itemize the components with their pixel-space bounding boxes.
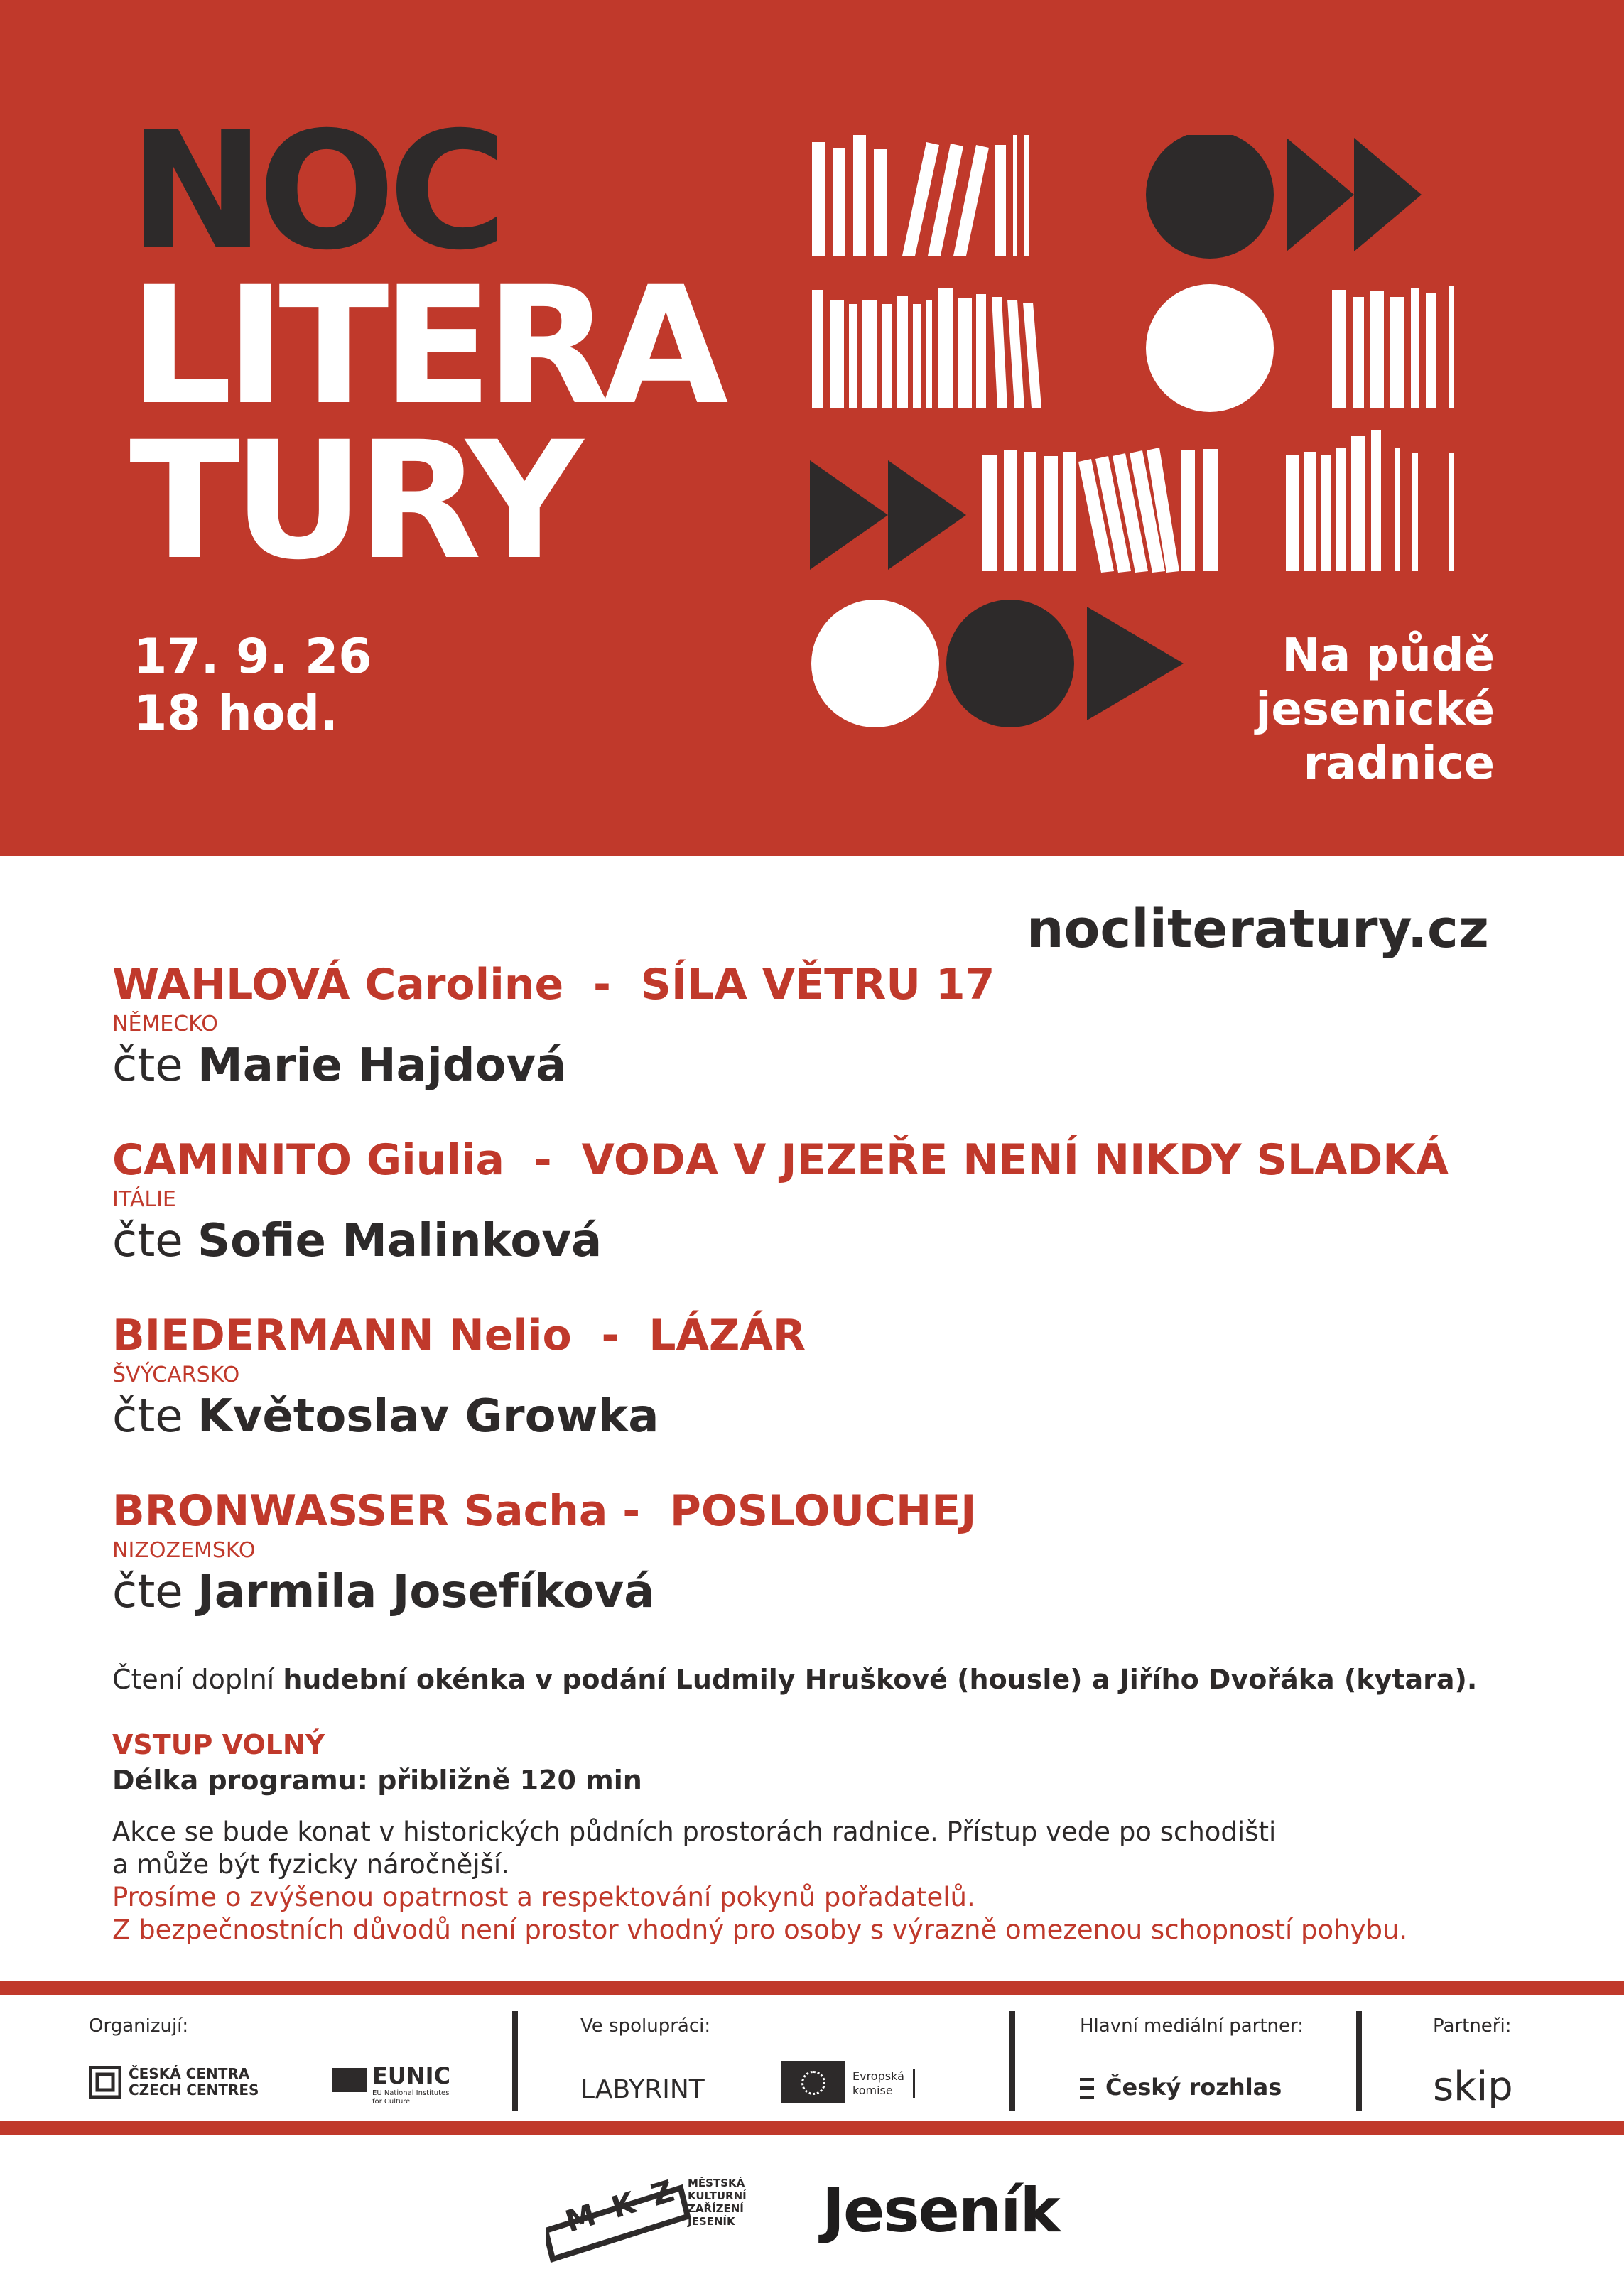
entry-reader (112, 1213, 1533, 1269)
event-date-time (134, 629, 372, 742)
website-link[interactable]: nocliteratury.cz (1026, 899, 1489, 960)
play-icon-row-1b (1354, 138, 1422, 251)
entry-reader (112, 1037, 1533, 1094)
header-banner (0, 0, 1624, 856)
play-icon-row-3a (810, 460, 888, 570)
entry-country: ITÁLIE (112, 1187, 176, 1212)
entry-country: ŠVÝCARSKO (112, 1363, 240, 1387)
program-entry (112, 958, 1533, 1133)
program-list (112, 958, 1533, 1659)
eunic-sub-1: EU National Institutes (372, 2089, 450, 2097)
cooperation-label: Ve spolupráci: (580, 2015, 711, 2037)
divider-line-top (0, 1981, 1624, 1995)
mkz-line-3: ZAŘÍZENÍ (688, 2202, 744, 2215)
venue-line-2: jesenické (1255, 683, 1495, 736)
music-note (112, 1664, 1477, 1695)
reader-name: Jarmila Josefíková (197, 1566, 655, 1618)
eunic-icon (332, 2068, 367, 2092)
white-circle-row-2 (1146, 284, 1274, 412)
mkz-letters: MKZ (561, 2167, 696, 2239)
rozhlas-name: Český rozhlas (1105, 2074, 1282, 2101)
event-venue (1255, 629, 1495, 791)
partners-separator (1009, 2011, 1015, 2111)
partners-separator (1356, 2011, 1362, 2111)
eu-commission-line-1: Evropská (852, 2069, 904, 2083)
entry-country: NIZOZEMSKO (112, 1538, 256, 1563)
partners-strip (0, 1998, 1624, 2119)
reader-name: Sofie Malinková (197, 1215, 602, 1267)
program-entry (112, 1484, 1533, 1659)
dark-circle-row-1 (1146, 135, 1274, 259)
note-line-1: Akce se bude konat v historických půdních prostorách radnice. Přístup vede po schodišti (112, 1816, 1277, 1847)
title-line-2: LITERA (129, 251, 722, 440)
entry-reader (112, 1564, 1533, 1620)
play-icon-row-1a (1287, 138, 1354, 251)
event-title (129, 97, 722, 595)
warning-line-1: Prosíme o zvýšenou opatrnost a respektování pokynů pořadatelů. (112, 1882, 975, 1912)
reader-name: Marie Hajdová (197, 1039, 567, 1092)
title-line-1: NOC (129, 97, 500, 286)
program-entry (112, 1309, 1533, 1484)
reads-prefix: čte (112, 1215, 183, 1267)
program-duration: Délka programu: přibližně 120 min (112, 1765, 642, 1796)
event-time: 18 hod. (134, 686, 338, 742)
warning-line-2: Z bezpečnostních důvodů není prostor vhodný pro osoby s výrazně omezenou schopností pohybu. (112, 1915, 1408, 1945)
eunic-name: EUNIC (372, 2062, 451, 2089)
eu-commission-line-2: komise (852, 2084, 893, 2097)
czech-centres-line-1: ČESKÁ CENTRA (129, 2065, 250, 2082)
labyrint-logo: LABYRINT (580, 2075, 705, 2104)
play-icon-row-4 (1087, 607, 1184, 720)
reads-prefix: čte (112, 1566, 183, 1618)
mkz-logo (546, 2167, 752, 2273)
partners-label: Partneři: (1433, 2015, 1512, 2037)
program-entry (112, 1133, 1533, 1309)
czech-centres-icon (89, 2066, 121, 2099)
eunic-sub-2: for Culture (372, 2098, 411, 2106)
music-performers: hudební okénka v podání Ludmily Hruškové (housle) a Jiřího Dvořáka (kytara). (283, 1664, 1478, 1695)
entry-headline: WAHLOVÁ Caroline - SÍLA VĚTRU 17 (112, 960, 995, 1009)
czech-centres-line-2: CZECH CENTRES (129, 2081, 259, 2099)
rozhlas-icon (1080, 2078, 1094, 2099)
entry-headline: BRONWASSER Sacha - POSLOUCHEJ (112, 1486, 977, 1536)
white-circle-row-4 (811, 600, 939, 727)
note-line-2: a může být fyzicky náročnější. (112, 1849, 509, 1880)
reader-name: Květoslav Growka (197, 1390, 659, 1443)
book-spines-row-3 (982, 430, 1454, 573)
entry-reader (112, 1388, 1533, 1445)
book-spines-row-2 (812, 286, 1454, 408)
eu-flag-icon (781, 2061, 845, 2103)
venue-line-1: Na půdě (1282, 629, 1495, 682)
title-line-3: TURY (129, 406, 576, 595)
venue-notes (112, 1816, 1407, 1946)
reads-prefix: čte (112, 1390, 183, 1443)
dark-circle-row-4 (946, 600, 1074, 727)
mkz-line-4: JESENÍK (688, 2215, 735, 2228)
partners-separator (512, 2011, 518, 2111)
event-date: 17. 9. 26 (134, 629, 372, 685)
reads-prefix: čte (112, 1039, 183, 1092)
footer (0, 2160, 1624, 2296)
music-prefix: Čtení doplní (112, 1664, 283, 1695)
play-icon-row-3b (888, 460, 966, 570)
skip-logo: skip (1433, 2064, 1513, 2110)
jesenik-logo: Jeseník (822, 2175, 1059, 2246)
organizers-label: Organizují: (89, 2015, 189, 2037)
divider-line-bottom (0, 2121, 1624, 2135)
mkz-line-1: MĚSTSKÁ (688, 2177, 745, 2189)
entry-headline: BIEDERMANN Nelio - LÁZÁR (112, 1311, 806, 1360)
free-entry-label: VSTUP VOLNÝ (112, 1729, 325, 1760)
venue-line-3: radnice (1303, 737, 1495, 790)
entry-headline: CAMINITO Giulia - VODA V JEZEŘE NENÍ NIKDY SLADKÁ (112, 1135, 1449, 1185)
media-partner-label: Hlavní mediální partner: (1080, 2015, 1304, 2037)
entry-country: NĚMECKO (112, 1012, 218, 1036)
book-spines-row-1 (812, 135, 1029, 256)
mkz-line-2: KULTURNÍ (688, 2189, 747, 2202)
